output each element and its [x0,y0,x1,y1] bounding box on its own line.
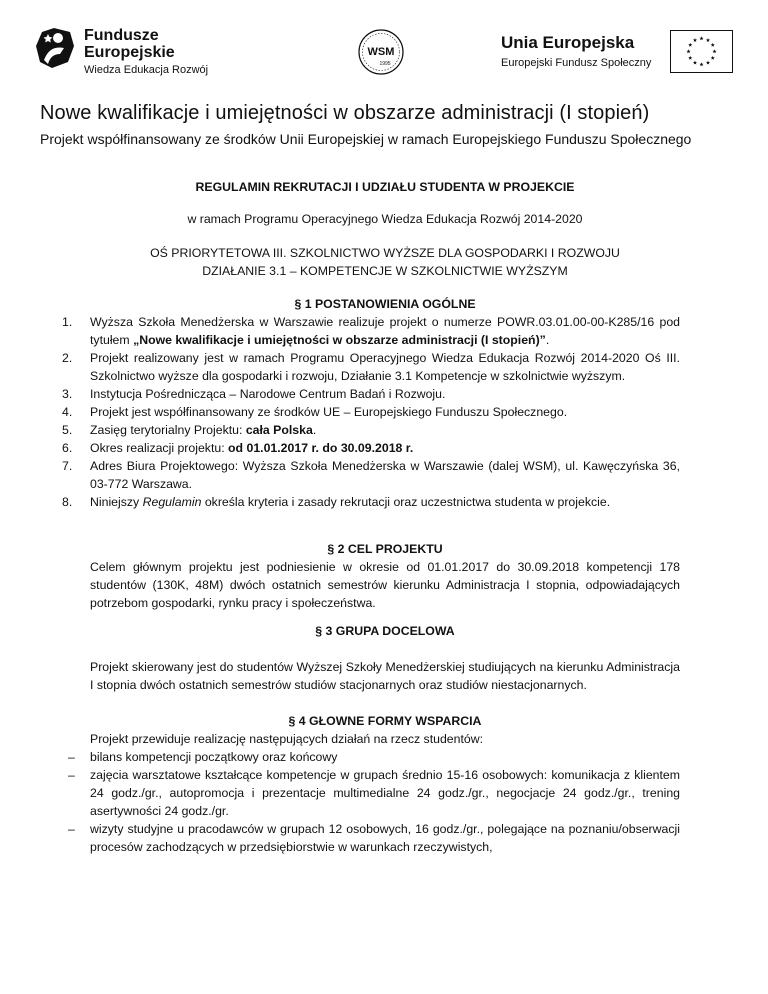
eu-star-icon [699,36,703,40]
list-item: – zajęcia warsztatowe kształcące kompetencje w grupach średnio 15-16 osobowych: komunikacja z klientem 24 godz./gr., autopromocja i prezentacje multimedialne 24 godz./gr., negocjacje 24 godz./gr., trening asertywności 24 godz./gr. [68,768,680,818]
ue-name: Unia Europejska [501,33,635,52]
action-line: DZIAŁANIE 3.1 – KOMPETENCJE W SZKOLNICTWIE WYŻSZYM [202,264,568,278]
eu-flag [670,30,733,73]
list-item: 7. Adres Biura Projektowego: Wyższa Szkoła Menedżerska w Warszawie (dalej WSM), ul. Kawęczyńska 36, 03-772 Warszawa. [62,459,680,491]
fe-name-line2: Europejskie [84,44,175,61]
program-line: w ramach Programu Operacyjnego Wiedza Edukacja Rozwój 2014-2020 [187,212,583,226]
eu-star-icon [706,38,710,42]
document-heading: REGULAMIN REKRUTACJI I UDZIAŁU STUDENTA W PROJEKCIE [195,180,575,194]
eu-star-icon [693,38,697,42]
document-body [62,178,680,856]
wsm-logo [356,28,406,81]
project-title: Nowe kwalifikacje i umiejętności w obszarze administracji (I stopień) [40,102,650,124]
section-1-heading: § 1 POSTANOWIENIA OGÓLNE [294,297,476,311]
eu-star-icon [693,61,697,65]
section-1-list [62,313,680,511]
list-item: – bilans kompetencji początkowy oraz końcowy [68,750,338,764]
eu-star-icon [686,49,690,53]
section-3-heading: § 3 GRUPA DOCELOWA [315,624,455,638]
list-item: 2. Projekt realizowany jest w ramach Programu Operacyjnego Wiedza Edukacja Rozwój 2014-2020 Oś III. Szkolnictwo wyższe dla gospodarki i rozwoju, Działanie 3.1 Kompetencje w szkolnictwie wyższym. [62,351,680,383]
fe-subtitle: Wiedza Edukacja Rozwój [84,64,209,76]
section-4-list [68,748,680,856]
page-header [0,0,768,95]
axis-line: OŚ PRIORYTETOWA III. SZKOLNICTWO WYŻSZE DLA GOSPODARKI I ROZWOJU [150,246,620,260]
eu-star-icon [712,49,716,53]
list-item: 4. Projekt jest współfinansowany ze środków UE – Europejskiego Funduszu Społecznego. [62,405,568,419]
eu-stars-icon [671,31,732,72]
eu-star-icon [688,56,692,60]
eu-star-icon [706,61,710,65]
list-item: 3. Instytucja Pośrednicząca – Narodowe Centrum Badań i Rozwoju. [62,387,446,401]
section-4-intro: Projekt przewiduje realizację następujących działań na rzecz studentów: [90,732,484,746]
section-2-text: Celem głównym projektu jest podniesienie w okresie od 01.01.2017 do 30.09.2018 kompetencji 178 studentów (130K, 48M) dwóch ostatnich semestrów kierunku Administracja I stopnia, odpowiadających potrzebom gospodarki, rynku pracy i społeczeństwa. [90,560,680,610]
fundusze-europejskie-emblem-icon [34,24,76,70]
list-item: – wizyty studyjne u pracodawców w grupach 12 osobowych, 16 godz./gr., polegające na poznaniu/obserwacji procesów zachodzących w przedsiębiorstwie w warunkach rzeczywistych, [68,822,680,854]
fe-name-line1: Fundusze [84,27,159,44]
eu-star-icon [688,43,692,47]
section-3-text: Projekt skierowany jest do studentów Wyższej Szkoły Menedżerskiej studiujących na kierunku Administracja I stopnia dwóch ostatnich semestrów studiów stacjonarnych oraz studiów niestacjonarnych. [90,660,680,692]
unia-europejska-text [501,34,651,69]
eu-star-icon [699,62,703,66]
eu-star-icon [711,43,715,47]
fundusze-europejskie-text [84,27,208,76]
section-4-heading: § 4 GŁOWNE FORMY WSPARCIA [288,714,482,728]
wsm-label: WSM [367,46,395,58]
list-item: 6. Okres realizacji projektu: od 01.01.2017 r. do 30.09.2018 r. [62,441,414,455]
list-item: 5. Zasięg terytorialny Projektu: cała Polska. [62,423,317,437]
section-2-heading: § 2 CEL PROJEKTU [327,542,443,556]
wsm-year: 1995 [379,61,391,67]
ue-subtitle: Europejski Fundusz Społeczny [501,57,652,69]
list-item: 8. Niniejszy Regulamin określa kryteria i zasady rekrutacji oraz uczestnictwa studenta w projekcie. [62,495,611,509]
project-subtitle: Projekt współfinansowany ze środków Unii Europejskiej w ramach Europejskiego Funduszu Społecznego [40,131,692,147]
eu-star-icon [711,56,715,60]
fundusze-europejskie-logo [34,24,76,70]
list-item: 1. Wyższa Szkoła Menedżerska w Warszawie realizuje projekt o numerze POWR.03.01.00-00-K285/16 pod tytułem „Nowe kwalifikacje i umiejętności w obszarze administracji (I stopień)”. [62,315,680,347]
wsm-seal-icon [356,28,406,76]
